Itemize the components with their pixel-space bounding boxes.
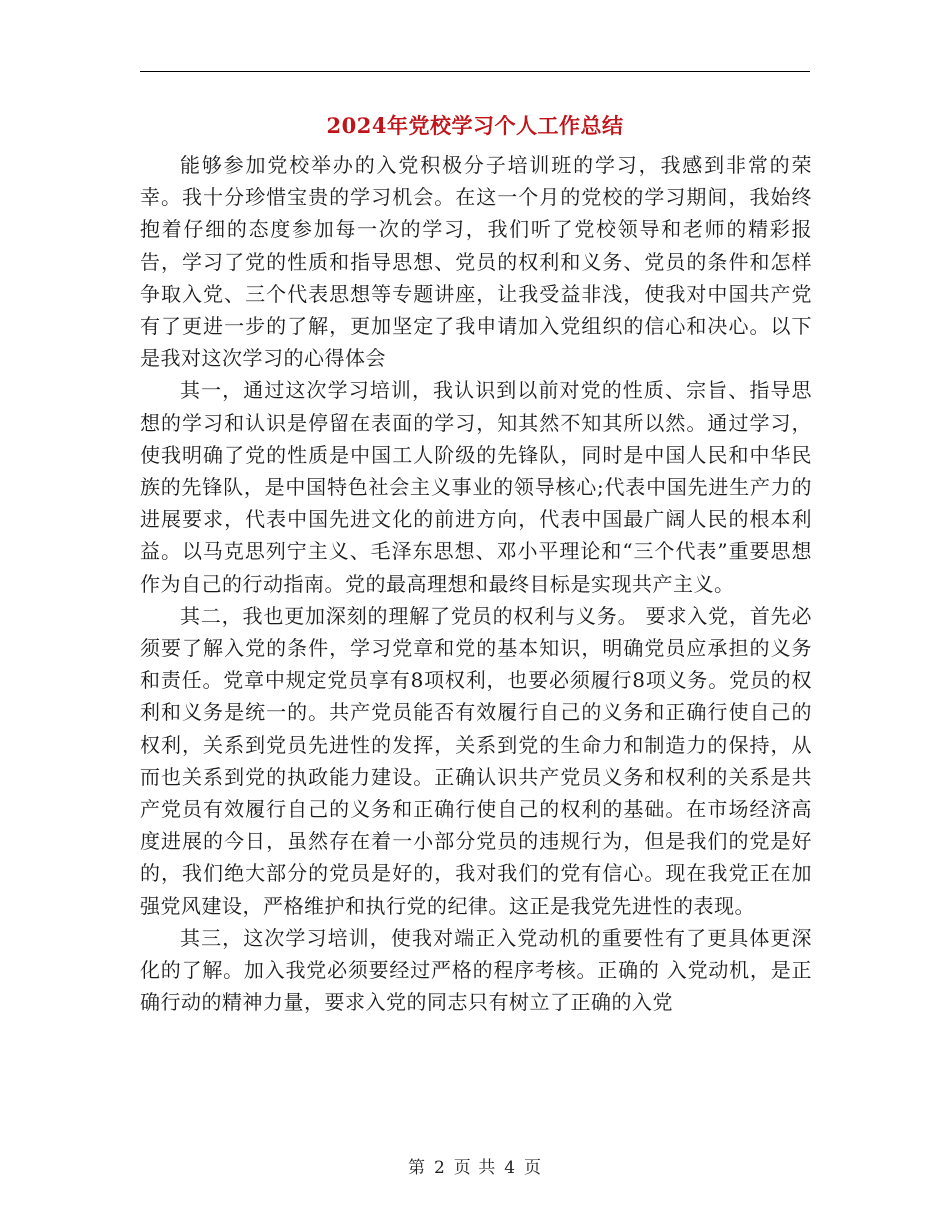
footer-prefix: 第 [407,1158,426,1178]
page-footer [0,1153,950,1178]
footer-middle: 页 共 [453,1158,497,1178]
paragraph-first: 其一，通过这次学习培训，我认识到以前对党的性质、宗旨、指导思想的学习和认识是停留在表面的学习，知其然不知其所以然。通过学习，使我明确了党的性质是中国工人阶级的先锋队，同时是中国人民和中华民族的先锋队，是中国特色社会主义事业的领导核心;代表中国先进生产力的进展要求，代表中国先进文化的前进方向，代表中国最广阔人民的根本利益。以马克思列宁主义、毛泽东思想、邓小平理论和“三个代表”重要思想作为自己的行动指南。党的最高理想和最终目标是实现共产主义。 [140,378,812,596]
paragraph-intro: 能够参加党校举办的入党积极分子培训班的学习，我感到非常的荣幸。我十分珍惜宝贵的学习机会。在这一个月的党校的学习期间，我始终抱着仔细的态度参加每一次的学习，我们听了党校领导和老师的精彩报告，学习了党的性质和指导思想、党员的权利和义务、党员的条件和怎样争取入党、三个代表思想等专题讲座，让我受益非浅，使我对中国共产党有了更进一步的了解，更加坚定了我申请加入党组织的信心和决心。以下是我对这次学习的心得体会 [140,153,812,371]
footer-suffix: 页 [524,1158,543,1178]
document-body [140,149,812,1018]
document-title: 2024年党校学习个人工作总结 [326,113,624,138]
footer-total-pages: 4 [504,1158,517,1178]
footer-current-page: 2 [433,1158,446,1178]
paragraph-second: 其二，我也更加深刻的理解了党员的权利与义务。 要求入党，首先必须要了解入党的条件，学习党章和党的基本知识，明确党员应承担的义务和责任。党章中规定党员享有8项权利，也要必须履行8项义务。党员的权利和义务是统一的。共产党员能否有效履行自己的义务和正确行使自己的权利，关系到党员先进性的发挥，关系到党的生命力和制造力的保持，从而也关系到党的执政能力建设。正确认识共产党员义务和权利的关系是共产党员有效履行自己的义务和正确行使自己的权利的基础。在市场经济高度进展的今日，虽然存在着一小部分党员的违规行为，但是我们的党是好的，我们绝大部分的党员是好的，我对我们的党有信心。现在我党正在加强党风建设，严格维护和执行党的纪律。这正是我党先进性的表现。 [140,603,812,918]
header-rule [140,71,810,72]
paragraph-third: 其三，这次学习培训，使我对端正入党动机的重要性有了更具体更深化的了解。加入我党必须要经过严格的程序考核。正确的 入党动机，是正确行动的精神力量，要求入党的同志只有树立了正确的入党 [140,925,812,1015]
